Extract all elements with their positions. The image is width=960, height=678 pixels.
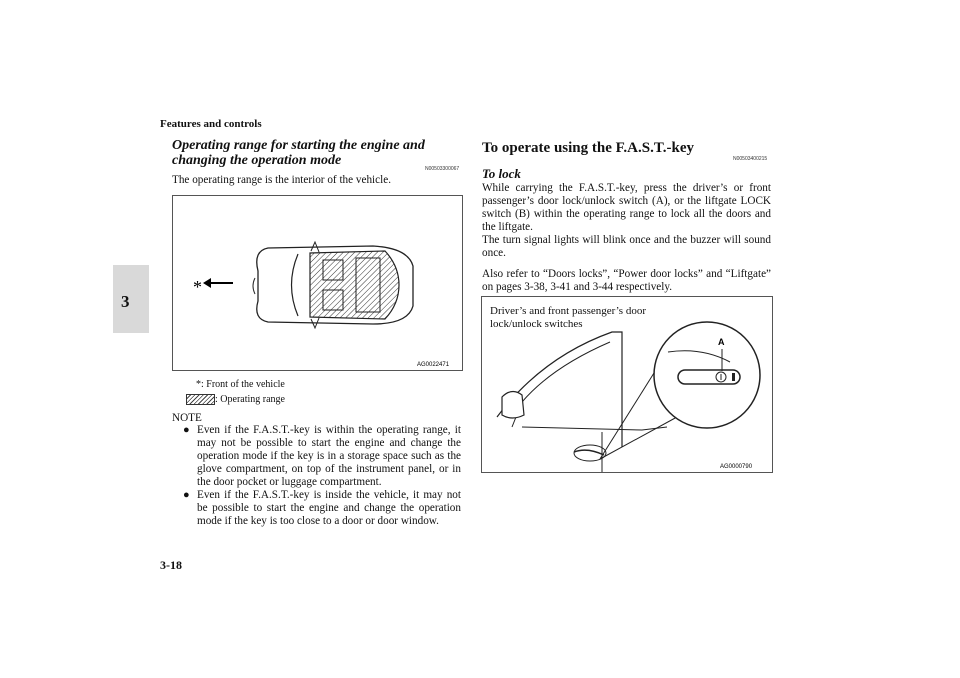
legend-range	[186, 394, 285, 405]
front-asterisk: *	[193, 277, 202, 297]
chapter-number: 3	[121, 292, 130, 311]
lock-instructions	[482, 182, 771, 294]
lock-para-1: While carrying the F.A.S.T.-key, press the driver’s or front passenger’s door lock/unlock switch (A), or the liftgate LOCK switch (B) within the operating range to lock all the doors and the liftgate.	[482, 182, 771, 233]
intro-text: The operating range is the interior of the vehicle.	[172, 174, 392, 186]
operating-range-heading: Operating range for starting the engine and changing the operation mode	[172, 138, 425, 168]
note-list	[183, 424, 461, 528]
fast-key-heading: To operate using the F.A.S.T.-key	[482, 140, 694, 156]
lock-para-2: The turn signal lights will blink once and the buzzer will sound once.	[482, 234, 771, 259]
lock-para-3: Also refer to “Doors locks”, “Power door locks” and “Liftgate” on pages 3-38, 3-41 and 3-44 respectively.	[482, 268, 771, 293]
fast-key-heading-code: N00503400215	[733, 156, 768, 162]
legend-range-text: : Operating range	[215, 394, 285, 405]
legend-front: *: Front of the vehicle	[196, 379, 285, 390]
figure-code: AG0000790	[720, 464, 753, 470]
section-header: Features and controls	[160, 118, 262, 130]
note-title: NOTE	[172, 412, 202, 424]
heading-code: N00503300067	[425, 166, 460, 172]
to-lock-heading: To lock	[482, 166, 521, 181]
chapter-tab	[113, 265, 149, 333]
figure-code: AG0022471	[417, 362, 450, 368]
note-item: ● Even if the F.A.S.T.-key is within the operating range, it may not be possible to start the engine and change the operation mode if the key is in a storage space such as the glove compartment, on top of the instrument panel, or in the door pocket or luggage compartment.	[183, 424, 461, 488]
note-item: ● Even if the F.A.S.T.-key is inside the vehicle, it may not be possible to start the engine and change the operation mode if the key is too close to a door or door window.	[183, 489, 461, 527]
figure-caption: Driver’s and front passenger’s door lock/unlock switches	[490, 305, 646, 330]
door-switch-figure	[481, 296, 773, 473]
hatch-swatch	[186, 394, 215, 405]
vehicle-top-view-illustration	[173, 196, 462, 370]
operating-range-figure	[172, 195, 463, 371]
page-number: 3-18	[160, 558, 182, 572]
label-a: A	[718, 337, 725, 347]
